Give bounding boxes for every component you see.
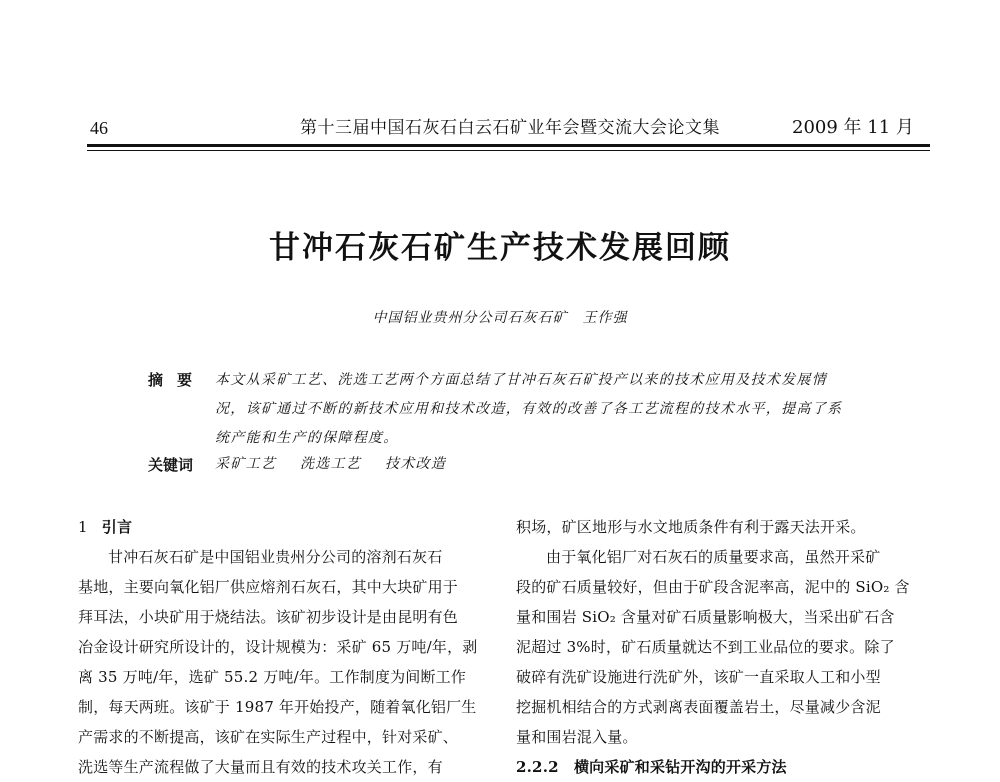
keyword: 技术改造 <box>384 456 447 472</box>
body-line: 积场，矿区地形与水文地质条件有利于露天法开采。 <box>516 518 866 536</box>
page-number: 46 <box>90 118 108 138</box>
body-line: 冶金设计研究所设计的，设计规模为：采矿 65 万吨/年，剥 <box>78 638 478 656</box>
abstract-body <box>215 366 905 453</box>
body-line: 段的矿石质量较好，但由于矿段含泥率高，泥中的 SiO₂ 含 <box>516 578 910 596</box>
header-rule-thin <box>87 150 930 151</box>
author-affiliation: 中国铝业贵州分公司石灰石矿 王作强 <box>372 310 628 326</box>
section-title: 引言 <box>101 518 133 536</box>
body-line: 挖掘机相结合的方式剥离表面覆盖岩土，尽量减少含泥 <box>516 698 881 716</box>
keywords-label: 关键词 <box>148 456 194 474</box>
body-line: 量和围岩混入量。 <box>516 728 638 746</box>
paper-title: 甘冲石灰石矿生产技术发展回顾 <box>269 230 731 266</box>
abstract-line: 统产能和生产的保障程度。 <box>215 430 399 446</box>
header-rule-thick <box>87 144 930 147</box>
body-line: 量和围岩 SiO₂ 含量对矿石质量影响极大，当采出矿石含 <box>516 608 895 626</box>
body-line: 洗选等生产流程做了大量而且有效的技术攻关工作，有 <box>78 758 443 776</box>
body-line: 产需求的不断提高，该矿在实际生产过程中，针对采矿、 <box>78 728 459 746</box>
body-line: 破碎有洗矿设施进行洗矿外，该矿一直采取人工和小型 <box>516 668 881 686</box>
body-line: 离 35 万吨/年，选矿 55.2 万吨/年。工作制度为间断工作 <box>78 668 467 686</box>
section-number: 1 <box>78 518 88 536</box>
body-line: 基地，主要向氧化铝厂供应熔剂石灰石，其中大块矿用于 <box>78 578 459 596</box>
keyword: 采矿工艺 <box>215 456 277 472</box>
body-column-right <box>516 512 938 782</box>
proceedings-title: 第十三届中国石灰石白云石矿业年会暨交流大会论文集 <box>300 118 720 138</box>
section-heading <box>78 512 500 542</box>
body-line: 泥超过 3%时，矿石质量就达不到工业品位的要求。除了 <box>516 638 895 656</box>
body-column-left <box>78 512 500 782</box>
keyword: 洗选工艺 <box>299 456 362 472</box>
body-line: 甘冲石灰石矿是中国铝业贵州分公司的溶剂石灰石 <box>108 548 443 566</box>
body-line: 制，每天两班。该矿于 1987 年开始投产，随着氧化铝厂生 <box>78 698 477 716</box>
subsection-heading: 2.2.2 横向采矿和采钻开沟的开采方法 <box>516 758 787 776</box>
body-line: 拜耳法，小块矿用于烧结法。该矿初步设计是由昆明有色 <box>78 608 459 626</box>
abstract-line: 况，该矿通过不断的新技术应用和技术改造，有效的改善了各工艺流程的技术水平，提高了系 <box>215 401 843 417</box>
abstract-label: 摘要 <box>148 371 207 389</box>
abstract-line: 本文从采矿工艺、洗选工艺两个方面总结了甘冲石灰石矿投产以来的技术应用及技术发展情 <box>215 372 827 388</box>
keywords-list <box>215 453 464 473</box>
publication-date: 2009 年 11 月 <box>792 117 914 138</box>
body-line: 由于氧化铝厂对石灰石的质量要求高，虽然开采矿 <box>546 548 881 566</box>
